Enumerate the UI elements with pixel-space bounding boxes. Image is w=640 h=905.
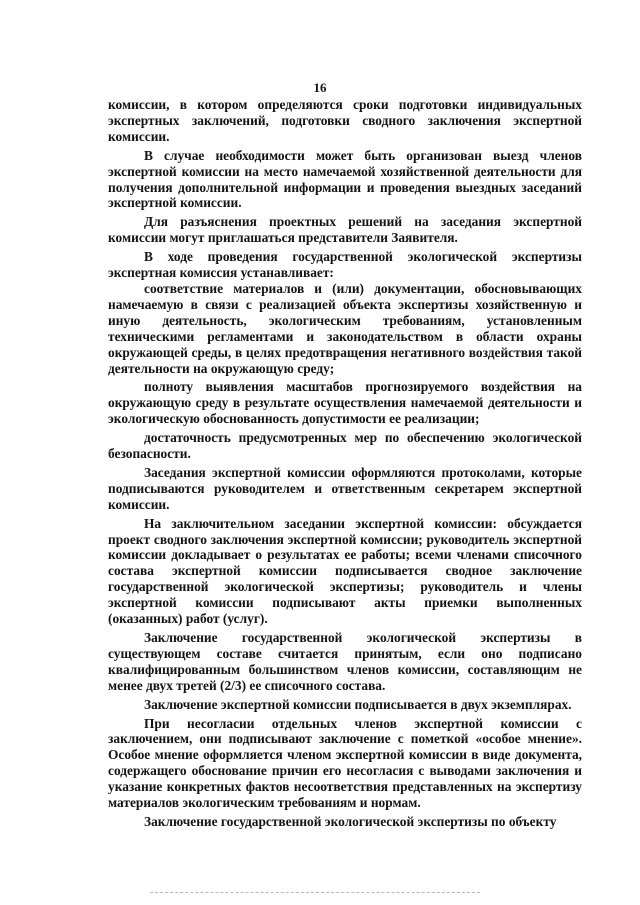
paragraph-protocols: Заседания экспертной комиссии оформляются протоколами, которые подписываются руководителем и ответственным секретарем экспертной комиссии.: [108, 464, 582, 512]
scan-edge-line: [150, 892, 480, 893]
paragraph-commission-schedule: комиссии, в котором определяются сроки подготовки индивидуальных экспертных заключений, подготовки сводного заключения экспертной комиссии.: [108, 97, 582, 144]
document-body: [108, 97, 582, 833]
paragraph-dissenting-opinion: При несогласии отдельных членов экспертной комиссии с заключением, они подписывают заключение с пометкой «особое мнение». Особое мнение оформляется членом экспертной комиссии в виде документа, содержащего обоснование причин его несогласия с выводами заключения и указание конкретных фактов несоответствия представленных на экспертизу материалов экологическим требованиям и нормам.: [108, 715, 582, 811]
paragraph-two-copies: Заключение экспертной комиссии подписывается в двух экземплярах.: [144, 696, 572, 712]
paragraph-field-visit: В случае необходимости может быть организован выезд членов экспертной комиссии на место намечаемой хозяйственной деятельности для получения дополнительной информации и проведения выездных заседаний экспертной комиссии.: [108, 147, 582, 211]
paragraph-final-meeting: На заключительном заседании экспертной комиссии: обсуждается проект сводного заключения экспертной комиссии; руководитель экспертной комиссии докладывает о результатах ее работы; всеми членами списочного состава экспертной комиссии подписывается сводное заключение государственной экологической экспертизы; руководитель и члены экспертной комиссии подписывают акты приемки выполненных (оказанных) работ (услуг).: [108, 515, 582, 627]
paragraph-impact-assessment: полноту выявления масштабов прогнозируемого воздействия на окружающую среду в результате осуществления намечаемой деятельности и экологическую обоснованность допустимости ее реализации;: [108, 379, 582, 427]
paragraph-safety-measures: достаточность предусмотренных мер по обеспечению экологической безопасности.: [108, 430, 582, 462]
page-number: 16: [313, 80, 327, 95]
paragraph-applicant-representatives: Для разъяснения проектных решений на заседания экспертной комиссии могут приглашаться представители Заявителя.: [108, 214, 582, 246]
paragraph-conclusion-adopted: Заключение государственной экологической экспертизы в существующем составе считается принятым, если оно подписано квалифицированным большинством членов комиссии, составляющим не менее двух третей (2/3) ее списочного состава.: [108, 630, 582, 693]
paragraph-compliance: соответствие материалов и (или) документации, обосновывающих намечаемую в связи с реализацией объекта экспертизы хозяйственную и иную деятельность, экологическим требованиям, установленным техническими регламентами и законодательством в области охраны окружающей среды, в целях предотвращения негативного воздействия такой деятельности на окружающую среду;: [108, 280, 582, 376]
paragraph-commission-establishes: В ходе проведения государственной экологической экспертизы экспертная комиссия устанавливает:: [108, 249, 582, 281]
paragraph-conclusion-object: Заключение государственной экологической экспертизы по объекту: [144, 813, 557, 829]
